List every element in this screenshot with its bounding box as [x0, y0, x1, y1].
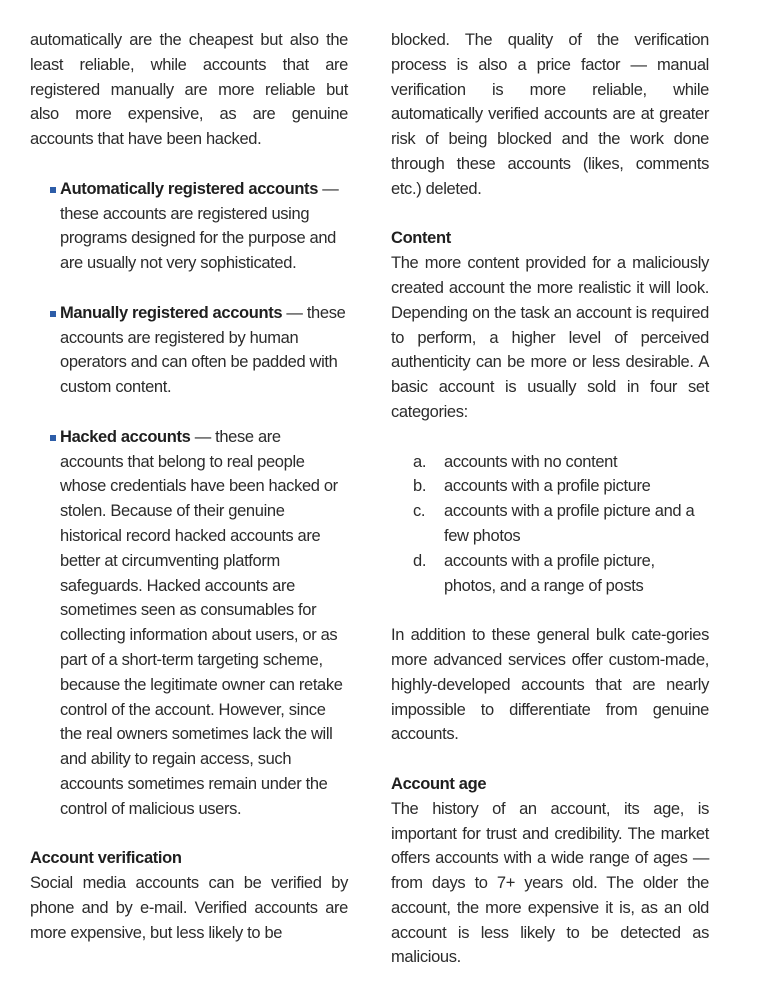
square-bullet-icon	[50, 311, 56, 317]
bullet-hacked-accounts	[30, 425, 348, 822]
account-age-paragraph: The history of an account, its age, is important for trust and credibility. The market offers accounts with a wide range of ages — from days to 7+ years old. The older the account, the more expensive it is, as an old account is less likely to be detected as malicious.	[391, 799, 709, 967]
section-heading-content: Content	[391, 229, 451, 248]
list-item-text: accounts with a profile picture and a few photos	[444, 502, 695, 545]
list-marker: a.	[413, 452, 427, 471]
list-marker: b.	[413, 477, 427, 496]
list-item-text: accounts with a profile picture	[444, 477, 651, 496]
left-column	[30, 28, 348, 945]
intro-paragraph: automatically are the cheapest but also the least reliable, while accounts that are registered manually are more reliable but also more expensive, as are genuine accounts that have been hacked.	[30, 31, 348, 149]
bullet-description: — these are accounts that belong to real people whose credentials have been hacked or stolen. Because of their genuine historical record hacked accounts are better at circumventing platform safeguards. Hacked accounts are sometimes seen as consumables for collecting information about users, or as part of a short-term targeting scheme, because the legitimate owner can retake control of the account. However, since the real owners sometimes lack the will and ability to regain access, such accounts sometimes remain under the control of malicious users.	[60, 427, 343, 818]
bullet-title: Hacked accounts	[60, 427, 191, 446]
bullet-manually-registered	[30, 301, 348, 400]
list-item-text: accounts with no content	[444, 452, 618, 471]
square-bullet-icon	[50, 435, 56, 441]
bullet-title: Automatically registered accounts	[60, 179, 319, 198]
content-paragraph: The more content provided for a maliciously created account the more realistic it will look. Depending on the task an account is required to perform, a higher level of perceived authenticity can be more or less desirable. A basic account is usually sold in four set categories:	[391, 254, 709, 421]
bullet-automatically-registered	[30, 177, 348, 276]
right-column	[391, 28, 709, 970]
square-bullet-icon	[50, 187, 56, 193]
bullet-description: — these accounts are registered using programs designed for the purpose and are usually not very sophisticated.	[60, 179, 339, 273]
list-item-text: accounts with a profile picture, photos, and a range of posts	[444, 551, 655, 595]
list-item	[391, 450, 704, 475]
account-categories-list	[391, 450, 709, 599]
bulk-services-paragraph: In addition to these general bulk cate-gories more advanced services offer custom-made, highly-developed accounts that are nearly impossible to differentiate from genuine accounts.	[391, 626, 709, 744]
list-marker: d.	[413, 551, 427, 570]
bullet-description: — these accounts are registered by human operators and can often be padded with custom content.	[60, 303, 346, 397]
list-item	[391, 549, 704, 599]
section-heading-account-verification: Account verification	[30, 849, 182, 868]
section-heading-account-age: Account age	[391, 774, 487, 793]
verification-continued-paragraph: blocked. The quality of the verification process is also a price factor — manual verification is more reliable, while automatically verified accounts are at greater risk of being blocked and the work done through these accounts (likes, comments etc.) deleted.	[391, 31, 709, 198]
list-item	[391, 474, 704, 499]
verification-paragraph: Social media accounts can be verified by phone and by e-mail. Verified accounts are more expensive, but less likely to be	[30, 874, 348, 942]
list-marker: c.	[413, 502, 426, 521]
list-item	[391, 499, 704, 549]
bullet-title: Manually registered accounts	[60, 303, 283, 322]
